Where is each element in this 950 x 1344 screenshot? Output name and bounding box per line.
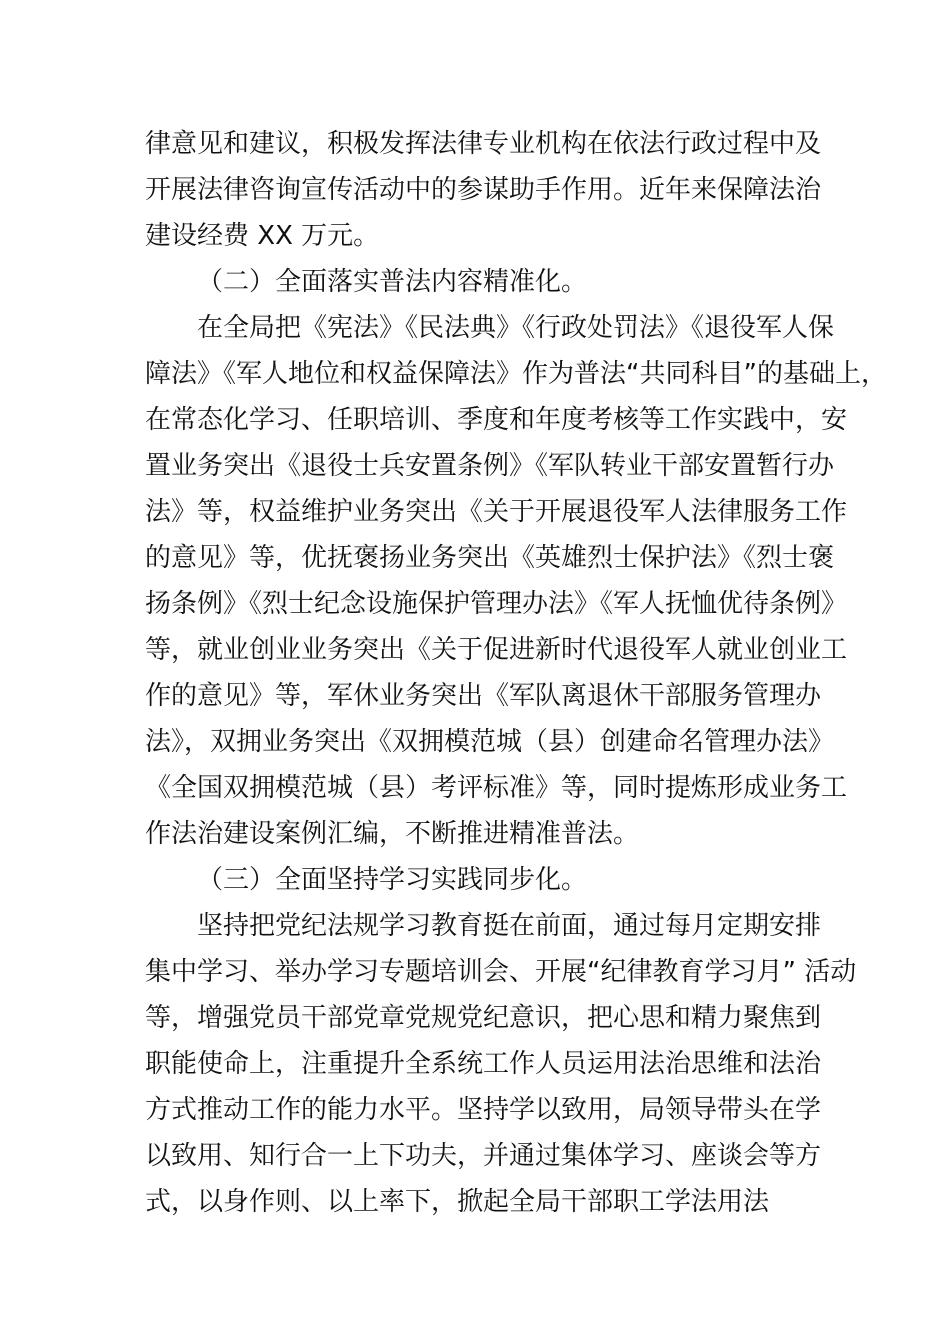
paragraph-line: 开展法律咨询宣传活动中的参谋助手作用。近年来保障法治: [145, 175, 822, 205]
paragraph-line: 职能使命上，注重提升全系统工作人员运用法治思维和法治: [145, 1049, 822, 1079]
paragraph-line: 以致用、知行合一上下功夫，并通过集体学习、座谈会等方: [145, 1141, 822, 1171]
paragraph-line: 法》等，权益维护业务突出《关于开展退役军人法律服务工作: [145, 497, 848, 527]
section-heading-3: （三）全面坚持学习实践同步化。: [197, 865, 588, 895]
paragraph-line: 的意见》等，优抚褒扬业务突出《英雄烈士保护法》《烈士褒: [145, 543, 835, 573]
paragraph-line: 建设经费 XX 万元。: [145, 221, 380, 251]
paragraph-line: 等，就业创业业务突出《关于促进新时代退役军人就业创业工: [145, 635, 848, 665]
section-heading-2: （二）全面落实普法内容精准化。: [197, 267, 588, 297]
paragraph-line: 等，增强党员干部党章党规党纪意识，把心思和精力聚焦到: [145, 1003, 822, 1033]
paragraph-line: 坚持把党纪法规学习教育挺在前面，通过每月定期安排: [197, 911, 822, 941]
paragraph-line: 扬条例》《烈士纪念设施保护管理办法》《军人抚恤优待条例》: [145, 589, 848, 619]
paragraph-line: 在全局把《宪法》《民法典》《行政处罚法》《退役军人保: [197, 313, 835, 343]
paragraph-line: 式，以身作则、以上率下，掀起全局干部职工学法用法: [145, 1187, 770, 1217]
paragraph-line: 置业务突出《退役士兵安置条例》《军队转业干部安置暂行办: [145, 451, 835, 481]
paragraph-line: 在常态化学习、任职培训、季度和年度考核等工作实践中，安: [145, 405, 848, 435]
paragraph-line: 集中学习、举办学习专题培训会、开展“纪律教育学习月” 活动: [145, 957, 857, 987]
document-body: [145, 121, 887, 1225]
paragraph-line: 作法治建设案例汇编，不断推进精准普法。: [145, 819, 640, 849]
paragraph-line: 作的意见》等，军休业务突出《军队离退休干部服务管理办: [145, 681, 822, 711]
paragraph-line: 《全国双拥模范城（县）考评标准》等，同时提炼形成业务工: [145, 773, 848, 803]
paragraph-line: 律意见和建议，积极发挥法律专业机构在依法行政过程中及: [145, 129, 822, 159]
paragraph-line: 法》，双拥业务突出《双拥模范城（县）创建命名管理办法》: [145, 727, 835, 757]
paragraph-line: 方式推动工作的能力水平。坚持学以致用，局领导带头在学: [145, 1095, 822, 1125]
paragraph-line: 障法》《军人地位和权益保障法》作为普法“共同科目”的基础上，: [145, 359, 887, 389]
